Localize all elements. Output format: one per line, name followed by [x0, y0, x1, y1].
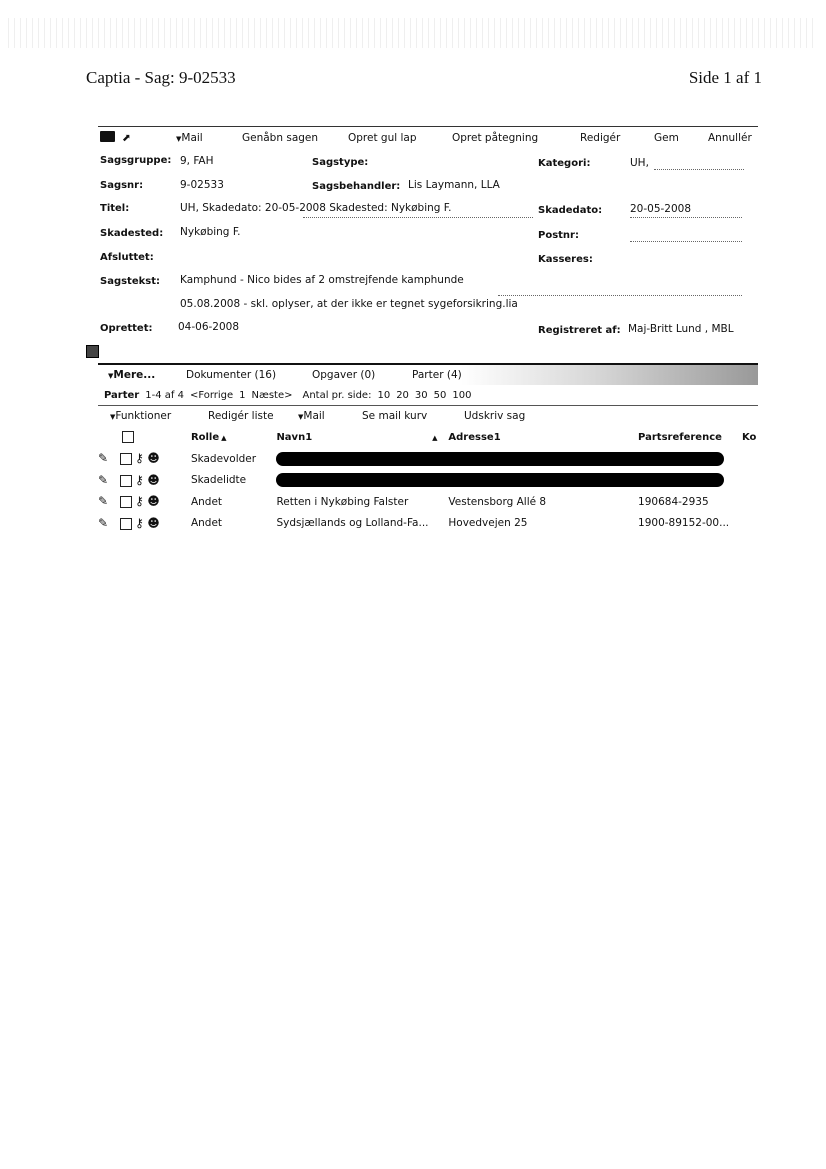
triangle-down-icon: ▼	[108, 372, 114, 380]
text-line-2: 05.08.2008 - skl. oplyser, at der ikke er tegnet sygeforsikring.lia	[180, 298, 518, 310]
cell-name[interactable]: Retten i Nykøbing Falster	[276, 495, 409, 508]
number-value: 9-02533	[180, 179, 224, 191]
cell-address: Vestensborg Allé 8	[448, 495, 547, 508]
edit-list-button[interactable]: Redigér liste	[208, 410, 274, 422]
field-underline	[630, 241, 742, 242]
table-row[interactable]	[98, 491, 758, 513]
edit-pencil-icon[interactable]: ✎	[98, 451, 109, 466]
tab-more[interactable]: ▼Mere...	[108, 369, 156, 381]
per-page-30[interactable]: 30	[414, 389, 428, 401]
row-checkbox[interactable]	[120, 496, 132, 508]
pager-range: 1-4 af 4	[145, 389, 184, 401]
mail-basket-button[interactable]: Se mail kurv	[362, 410, 428, 422]
case-fields	[98, 149, 758, 363]
print-title: Captia - Sag: 9-02533	[86, 68, 236, 87]
damage-date-label: Skadedato:	[538, 205, 603, 216]
triangle-down-icon: ▼	[110, 413, 116, 421]
key-icon[interactable]: ⚷	[135, 472, 144, 487]
per-page-10[interactable]: 10	[377, 389, 391, 401]
damage-place-value: Nykøbing F.	[180, 226, 241, 238]
print-case-button[interactable]: Udskriv sag	[464, 410, 526, 422]
created-label: Oprettet:	[100, 323, 153, 334]
parties-table	[98, 426, 758, 534]
field-underline	[654, 169, 744, 170]
col-address[interactable]: Adresse1	[448, 431, 501, 443]
person-icon[interactable]: ☻	[147, 515, 160, 530]
closed-label: Afsluttet:	[100, 252, 154, 263]
scan-noise	[8, 18, 818, 48]
text-label: Sagstekst:	[100, 276, 161, 287]
key-icon[interactable]: ⚷	[135, 515, 144, 530]
tab-documents[interactable]: Dokumenter (16)	[186, 369, 277, 381]
mail-button[interactable]: ▼Mail	[176, 132, 203, 144]
triangle-down-icon: ▼	[298, 413, 304, 421]
per-page-label: Antal pr. side:	[302, 389, 372, 401]
damage-date-value: 20-05-2008	[630, 203, 692, 215]
discard-label: Kasseres:	[538, 254, 593, 265]
handler-value: Lis Laymann, LLA	[408, 179, 500, 191]
number-label: Sagsnr:	[100, 180, 144, 191]
edit-button[interactable]: Redigér	[580, 132, 621, 144]
row-checkbox[interactable]	[120, 518, 132, 530]
person-icon[interactable]: ☻	[147, 472, 160, 487]
page-indicator: Side 1 af 1	[688, 68, 762, 87]
type-label: Sagstype:	[312, 157, 369, 168]
edit-pencil-icon[interactable]: ✎	[98, 472, 109, 487]
cell-role: Andet	[190, 517, 223, 530]
case-card	[98, 126, 758, 534]
pager-label: Parter	[104, 389, 140, 401]
redacted-cell	[276, 470, 742, 492]
cell-role: Andet	[190, 495, 223, 508]
person-icon[interactable]: ☻	[147, 494, 160, 509]
reopen-button[interactable]: Genåbn sagen	[242, 132, 319, 144]
cell-name[interactable]: Sydsjællands og Lolland-Fa...	[276, 517, 429, 530]
postal-label: Postnr:	[538, 230, 579, 241]
cell-reference: 190684-2935	[638, 495, 709, 508]
registered-value: Maj-Britt Lund , MBL	[628, 323, 734, 335]
table-row[interactable]	[98, 448, 758, 470]
print-header	[86, 68, 762, 88]
title-label: Titel:	[100, 203, 130, 214]
cell-role: Skadelidte	[190, 474, 247, 487]
functions-bar	[98, 405, 758, 426]
cell-reference: 1900-89152-00...	[638, 517, 730, 530]
table-row[interactable]	[98, 513, 758, 535]
sort-icon: ▲	[432, 433, 438, 442]
col-role[interactable]: Rolle ▲	[190, 431, 227, 443]
key-icon[interactable]: ⚷	[135, 451, 144, 466]
title-value: UH, Skadedato: 20-05-2008 Skadested: Nykøbing F.	[180, 202, 452, 214]
category-label: Kategori:	[538, 158, 591, 169]
handler-label: Sagsbehandler:	[312, 181, 401, 192]
redacted-cell	[276, 448, 742, 470]
pager-page[interactable]: 1	[239, 389, 246, 401]
key-icon[interactable]: ⚷	[135, 494, 144, 509]
case-toolbar	[98, 126, 758, 149]
pager-next[interactable]: Næste>	[251, 389, 293, 401]
link-icon[interactable]: ⬈	[122, 131, 131, 144]
registered-label: Registreret af:	[538, 325, 621, 336]
pager	[98, 385, 758, 405]
category-value: UH,	[630, 157, 649, 169]
yellow-note-button[interactable]: Opret gul lap	[348, 132, 417, 144]
select-all-checkbox[interactable]	[122, 431, 134, 443]
field-underline	[630, 217, 742, 218]
table-header-row	[98, 426, 758, 448]
mail-menu-button[interactable]: ▼Mail	[298, 410, 325, 422]
sort-icon: ▲	[221, 433, 227, 442]
endorsement-button[interactable]: Opret påtegning	[452, 132, 539, 144]
per-page-50[interactable]: 50	[433, 389, 447, 401]
cell-role: Skadevolder	[190, 452, 257, 465]
group-label: Sagsgruppe:	[100, 155, 172, 166]
created-value: 04-06-2008	[178, 321, 240, 333]
redaction-bar	[276, 452, 724, 466]
save-button[interactable]: Gem	[654, 132, 679, 144]
functions-button[interactable]: ▼Funktioner	[110, 410, 172, 422]
tab-parties[interactable]: Parter (4)	[412, 369, 462, 381]
triangle-down-icon: ▼	[176, 135, 182, 143]
col-ko[interactable]: Ko	[741, 431, 757, 443]
cell-address: Hovedvejen 25	[448, 517, 528, 530]
field-underline	[498, 295, 742, 296]
edit-pencil-icon[interactable]: ✎	[98, 494, 109, 509]
case-tabs	[98, 363, 758, 385]
text-line-1: Kamphund - Nico bides af 2 omstrejfende kamphunde	[180, 274, 464, 286]
per-page-100[interactable]: 100	[452, 389, 472, 401]
row-checkbox[interactable]	[120, 475, 132, 487]
col-name[interactable]: Navn1 ▲	[276, 431, 438, 443]
per-page-20[interactable]: 20	[396, 389, 409, 401]
field-underline	[303, 217, 533, 218]
expand-icon[interactable]	[86, 345, 99, 358]
redaction-bar	[276, 473, 724, 487]
col-reference[interactable]: Partsreference	[638, 431, 722, 443]
folder-icon[interactable]	[100, 131, 122, 145]
table-row[interactable]	[98, 470, 758, 492]
group-value: 9, FAH	[180, 155, 214, 167]
pager-prev[interactable]: <Forrige	[189, 389, 234, 401]
tab-tasks[interactable]: Opgaver (0)	[312, 369, 376, 381]
damage-place-label: Skadested:	[100, 228, 164, 239]
edit-pencil-icon[interactable]: ✎	[98, 515, 109, 530]
parties-rows	[98, 448, 758, 534]
row-checkbox[interactable]	[120, 453, 132, 465]
person-icon[interactable]: ☻	[147, 451, 160, 466]
cancel-button[interactable]: Annullér	[708, 132, 752, 144]
